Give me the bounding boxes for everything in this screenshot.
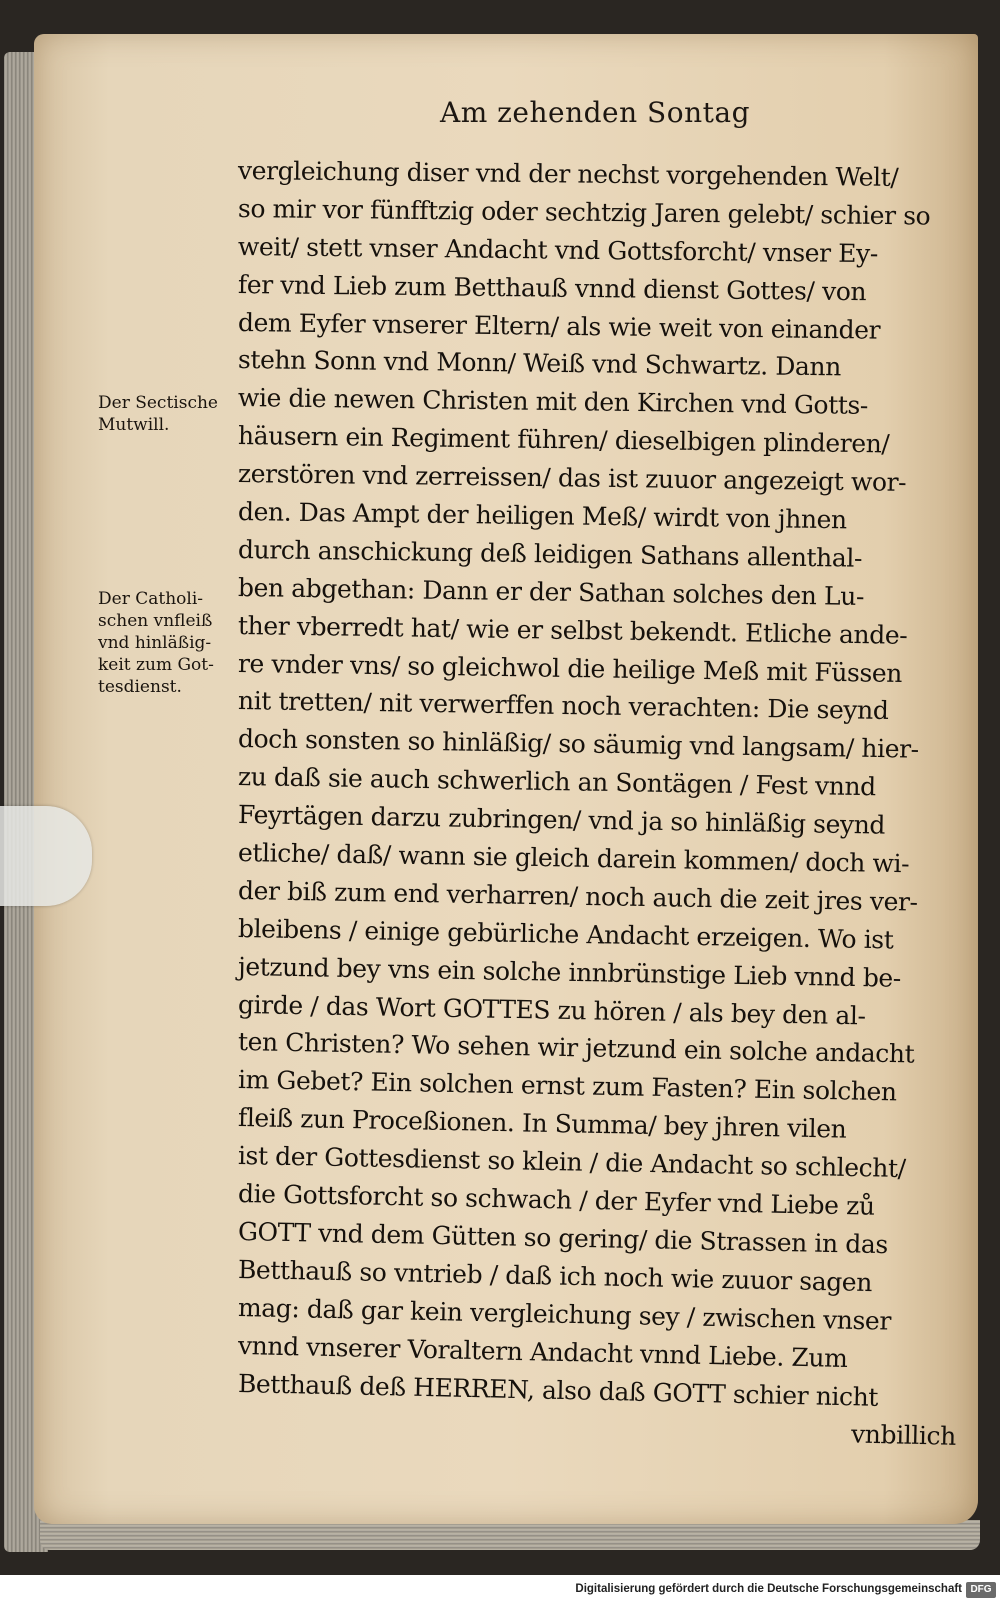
margin-note-line: vnd hinläßig- xyxy=(98,633,212,653)
text-line: häusern ein Regiment führen/ dieselbigen plinderen/ xyxy=(237,421,890,459)
text-line: vergleichung diser vnd der nechst vorgehenden Welt/ xyxy=(237,156,899,192)
text-line: zerstören vnd zerreissen/ das ist zuuor angezeigt wor- xyxy=(237,459,907,497)
text-line: nit tretten/ nit verwerffen noch verachten: Die seynd xyxy=(237,686,889,726)
text-line: mag: daß gar kein vergleichung sey / zwischen vnser xyxy=(237,1292,892,1336)
text-line: Betthauß deß HERREN, also daß GOTT schier nicht xyxy=(237,1368,879,1412)
text-line: bleibens / einige gebürliche Andacht erzeigen. Wo ist xyxy=(237,913,894,955)
dfg-logo: DFG xyxy=(966,1582,996,1598)
margin-note-line: keit zum Got- xyxy=(98,655,214,675)
margin-note-sectische xyxy=(98,392,218,436)
margin-note-line: Der Sectische xyxy=(98,393,218,413)
margin-note-line: Der Catholi- xyxy=(98,589,203,609)
text-line: vnnd vnserer Voraltern Andacht vnnd Liebe. Zum xyxy=(237,1330,848,1373)
text-line: Betthauß so vntrieb / daß ich noch wie zuuor sagen xyxy=(237,1254,873,1297)
margin-note-line: Mutwill. xyxy=(98,415,170,435)
text-line: stehn Sonn vnd Monn/ Weiß vnd Schwartz. Dann xyxy=(237,345,842,382)
text-line: wie die newen Christen mit den Kirchen vnd Gotts- xyxy=(237,383,869,421)
text-line: so mir vor fünfftzig oder sechtzig Jaren gelebt/ schier so xyxy=(237,193,931,231)
text-line: im Gebet? Ein solchen ernst zum Fasten? Ein solchen xyxy=(237,1065,897,1107)
text-line: ben abgethan: Dann er der Sathan solches den Lu- xyxy=(237,572,865,611)
page-edges-bottom xyxy=(40,1520,980,1550)
text-line: doch sonsten so hinläßig/ so säumig vnd langsam/ hier- xyxy=(237,724,919,765)
margin-note-catholischen xyxy=(98,588,214,698)
text-line: ist der Gottesdienst so klein / die Andacht so schlecht/ xyxy=(237,1141,906,1184)
text-line: ten Christen? Wo sehen wir jetzund ein solche andacht xyxy=(237,1027,915,1069)
text-line: zu daß sie auch schwerlich an Sontägen / Fest vnnd xyxy=(237,762,877,802)
text-line: fleiß zun Proceßionen. In Summa/ bey jhren vilen xyxy=(237,1103,847,1144)
text-line: etliche/ daß/ wann sie gleich darein kommen/ doch wi- xyxy=(237,838,910,879)
running-header: Am zehenden Sontag xyxy=(440,96,750,129)
text-line: den. Das Ampt der heiligen Meß/ wirdt von jhnen xyxy=(237,497,847,535)
margin-note-line: tesdienst. xyxy=(98,677,182,697)
text-line: jetzund bey vns ein solche innbrünstige Lieb vnnd be- xyxy=(237,951,902,993)
text-line: vnbillich xyxy=(850,1419,957,1452)
footer-credit: Digitalisierung gefördert durch die Deutsche Forschungsgemeinschaft xyxy=(575,1583,962,1595)
text-line: die Gottsforcht so schwach / der Eyfer vnd Liebe zů xyxy=(237,1179,875,1221)
text-line: durch anschickung deß leidigen Sathans allenthal- xyxy=(237,534,863,573)
text-line: girde / das Wort GOTTES zu hören / als bey den al- xyxy=(237,989,866,1030)
text-line: dem Eyfer vnserer Eltern/ als wie weit von einander xyxy=(237,307,881,345)
text-line: weit/ stett vnser Andacht vnd Gottsforcht/ vnser Ey- xyxy=(237,231,879,268)
text-line: der biß zum end verharren/ noch auch die zeit jres ver- xyxy=(237,875,918,917)
text-line: GOTT vnd dem Gütten so gering/ die Strassen in das xyxy=(237,1216,889,1260)
text-line: ther vberredt hat/ wie er selbst bekendt. Etliche ande- xyxy=(237,610,908,650)
footer-bar xyxy=(0,1578,1000,1604)
main-text-block xyxy=(237,152,957,1452)
text-line: fer vnd Lieb zum Betthauß vnnd dienst Gottes/ von xyxy=(237,269,867,306)
bookmark-clip xyxy=(0,806,92,906)
text-line: re vnder vns/ so gleichwol die heilige Meß mit Füssen xyxy=(237,648,903,688)
margin-note-line: schen vnfleiß xyxy=(98,611,213,631)
text-line: Feyrtägen darzu zubringen/ vnd ja so hinläßig seynd xyxy=(237,800,886,840)
